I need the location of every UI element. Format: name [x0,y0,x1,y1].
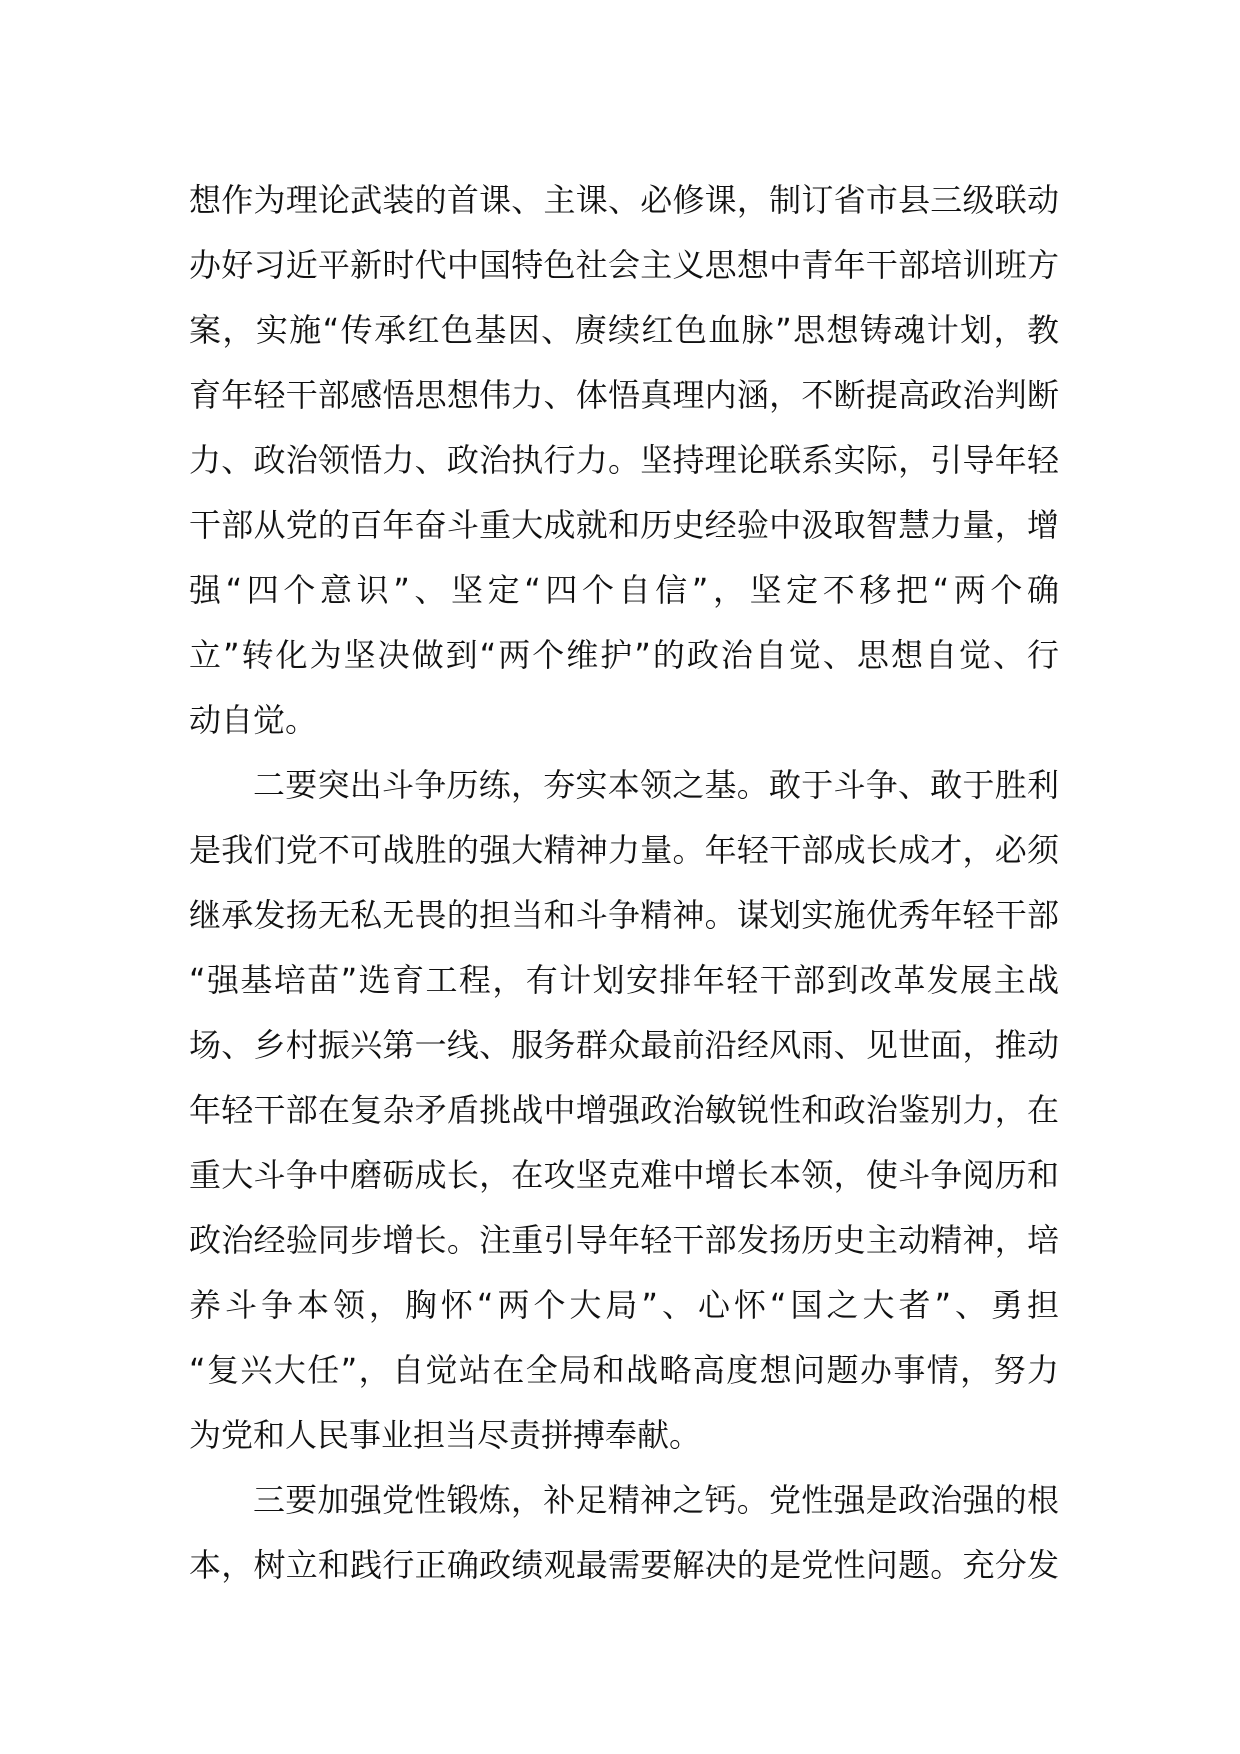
text-line: 办好习近平新时代中国特色社会主义思想中青年干部培训班方 [189,246,1059,284]
text-line: 强“四个意识”、坚定“四个自信”，坚定不移把“两个确 [189,571,1059,609]
text-line: 三要加强党性锻炼，补足精神之钙。党性强是政治强的根 [253,1481,1059,1519]
text-line: “复兴大任”，自觉站在全局和战略高度想问题办事情，努力 [189,1351,1059,1389]
text-line: 政治经验同步增长。注重引导年轻干部发扬历史主动精神，培 [189,1221,1059,1259]
text-line: 为党和人民事业担当尽责拼搏奉献。 [189,1416,702,1454]
text-line: 场、乡村振兴第一线、服务群众最前沿经风雨、见世面，推动 [189,1026,1059,1064]
text-line: “强基培苗”选育工程，有计划安排年轻干部到改革发展主战 [189,961,1059,999]
text-line: 力、政治领悟力、政治执行力。坚持理论联系实际，引导年轻 [189,441,1059,479]
text-line: 本，树立和践行正确政绩观最需要解决的是党性问题。充分发 [189,1546,1059,1584]
text-line: 年轻干部在复杂矛盾挑战中增强政治敏锐性和政治鉴别力，在 [189,1091,1059,1129]
text-line: 动自觉。 [189,701,318,739]
text-line: 案，实施“传承红色基因、赓续红色血脉”思想铸魂计划，教 [189,311,1059,349]
text-line: 立”转化为坚决做到“两个维护”的政治自觉、思想自觉、行 [189,636,1059,674]
text-line: 重大斗争中磨砺成长，在攻坚克难中增长本领，使斗争阅历和 [189,1156,1059,1194]
paragraph-2 [189,753,1059,1468]
text-line: 二要突出斗争历练，夯实本领之基。敢于斗争、敢于胜利 [253,766,1059,804]
paragraph-1 [189,168,1059,753]
text-line: 想作为理论武装的首课、主课、必修课，制订省市县三级联动 [189,181,1059,219]
document-body [189,168,1059,1598]
text-line: 干部从党的百年奋斗重大成就和历史经验中汲取智慧力量，增 [189,506,1059,544]
text-line: 养斗争本领，胸怀“两个大局”、心怀“国之大者”、勇担 [189,1286,1059,1324]
text-line: 育年轻干部感悟思想伟力、体悟真理内涵，不断提高政治判断 [189,376,1059,414]
text-line: 是我们党不可战胜的强大精神力量。年轻干部成长成才，必须 [189,831,1059,869]
paragraph-3 [189,1468,1059,1598]
text-line: 继承发扬无私无畏的担当和斗争精神。谋划实施优秀年轻干部 [189,896,1059,934]
